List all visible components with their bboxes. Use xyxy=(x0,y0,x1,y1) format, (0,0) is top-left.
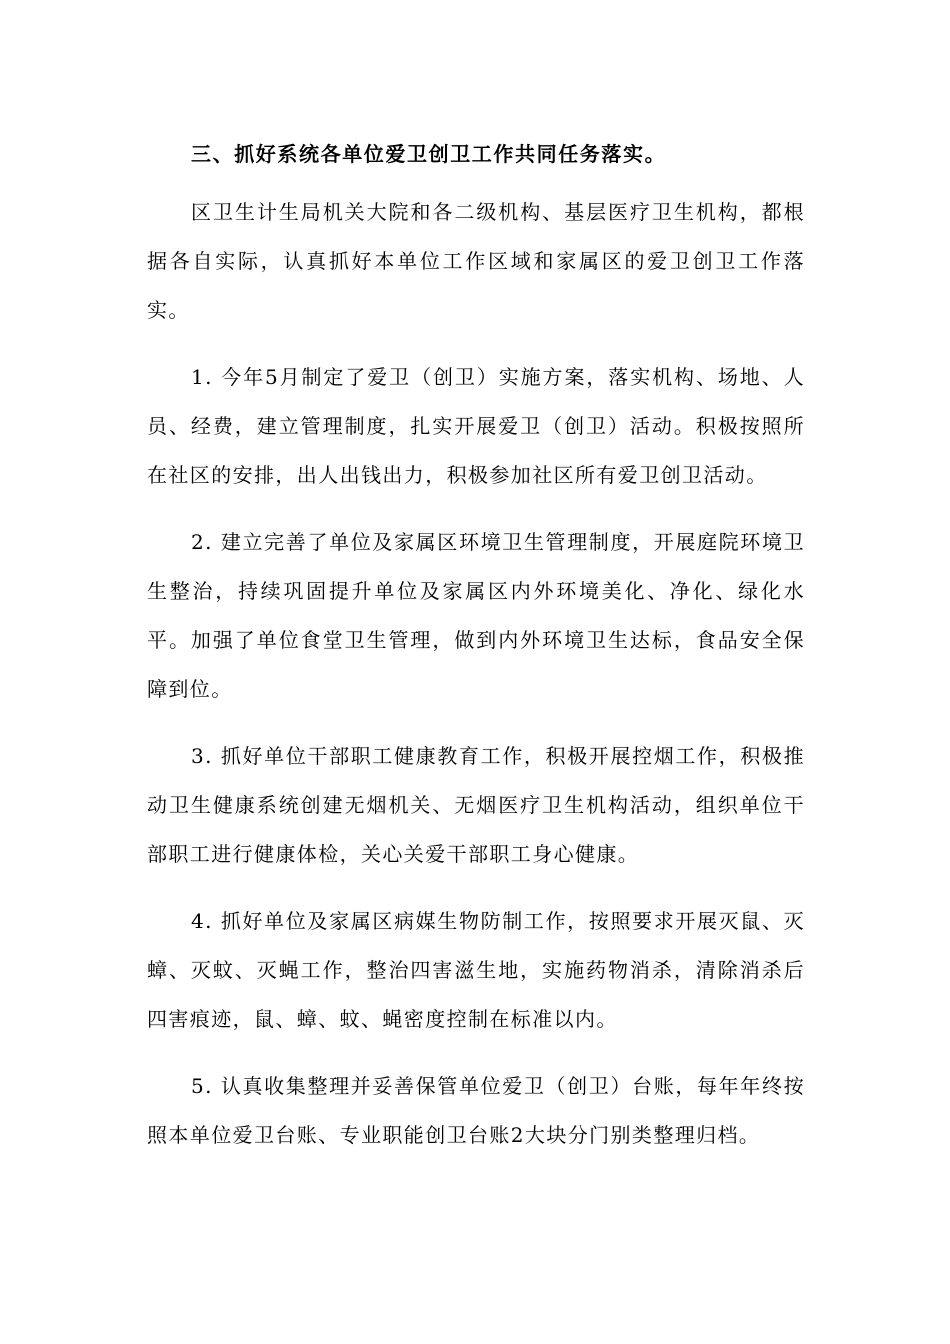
list-item: 5. 认真收集整理并妥善保管单位爱卫（创卫）台账，每年年终按照本单位爱卫台账、专业职能创卫台账2大块分门别类整理归档。 xyxy=(147,1074,805,1147)
intro-paragraph: 区卫生计生局机关大院和各二级机构、基层医疗卫生机构，都根据各自实际，认真抓好本单位工作区域和家属区的爱卫创卫工作落实。 xyxy=(147,200,805,322)
section-heading: 三、抓好系统各单位爱卫创卫工作共同任务落实。 xyxy=(191,142,667,166)
list-item: 3. 抓好单位干部职工健康教育工作，积极开展控烟工作，积极推动卫生健康系统创建无烟机关、无烟医疗卫生机构活动，组织单位干部职工进行健康体检，关心关爱干部职工身心健康。 xyxy=(147,744,805,866)
document-body xyxy=(147,130,805,1178)
list-item: 4. 抓好单位及家属区病媒生物防制工作，按照要求开展灭鼠、灭蟑、灭蚊、灭蝇工作，整治四害滋生地，实施药物消杀，清除消杀后四害痕迹，鼠、蟑、蚊、蝇密度控制在标准以内。 xyxy=(147,909,805,1031)
list-item: 2. 建立完善了单位及家属区环境卫生管理制度，开展庭院环境卫生整治，持续巩固提升单位及家属区内外环境美化、净化、绿化水平。加强了单位食堂卫生管理，做到内外环境卫生达标，食品安全保障到位。 xyxy=(147,530,805,701)
list-item: 1. 今年5月制定了爱卫（创卫）实施方案，落实机构、场地、人员、经费，建立管理制度，扎实开展爱卫（创卫）活动。积极按照所在社区的安排，出人出钱出力，积极参加社区所有爱卫创卫活动。 xyxy=(147,365,805,487)
